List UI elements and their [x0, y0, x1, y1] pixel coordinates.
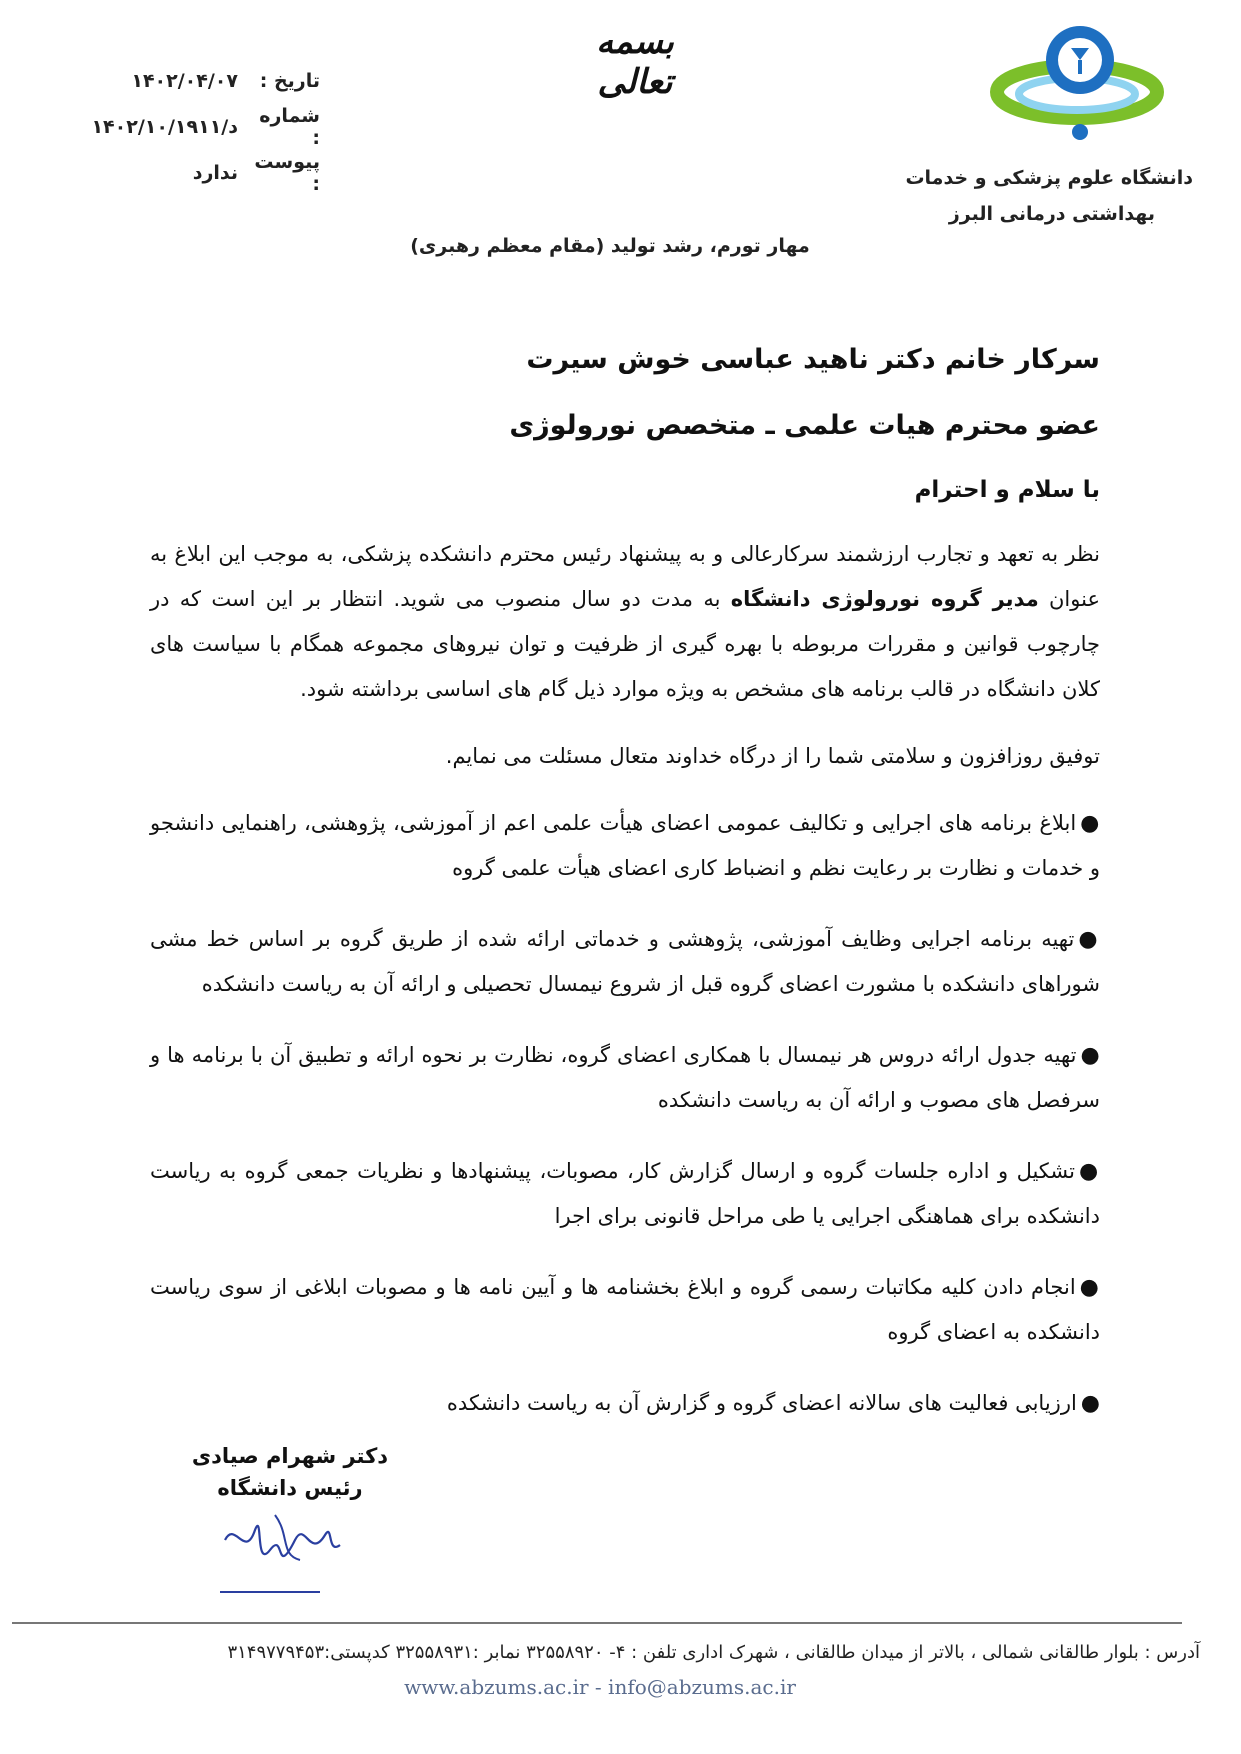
letter-meta [60, 58, 320, 196]
duty-item [150, 1033, 1100, 1123]
letter-body [150, 340, 1100, 1452]
bullet-icon: ● [1080, 1391, 1100, 1416]
footer-web-links: www.abzums.ac.ir - info@abzums.ac.ir [404, 1675, 796, 1699]
bullet-icon: ● [1080, 1043, 1100, 1068]
duty-item [150, 1149, 1100, 1239]
duty-item [150, 917, 1100, 1007]
duty-text: ابلاغ برنامه های اجرایی و تکالیف عمومی اعضای هیأت علمی اعم از آموزشی، پژوهشی، راهنمایی دانشجو و خدمات و نظارت بر رعایت نظم و انضباط کاری اعضای هیأت علمی گروه [150, 811, 1100, 880]
bullet-icon: ● [1078, 927, 1101, 952]
university-name [905, 160, 1193, 232]
bullet-icon: ● [1080, 811, 1100, 836]
recipient-title: عضو محترم هیات علمی ـ متخصص نورولوژی [509, 410, 1100, 441]
footer-address: آدرس : بلوار طالقانی شمالی ، بالاتر از میدان طالقانی ، شهرک اداری تلفن : ۴- ۳۲۵۵۸۹۲۰ نمابر :۳۲۵۵۸۹۳۱ کدپستی:۳۱۴۹۷۷۹۴۵۳ [227, 1642, 1200, 1663]
university-logo [985, 14, 1170, 152]
bullet-icon: ● [1079, 1159, 1100, 1184]
attachment-label: پیوست : [254, 151, 320, 195]
number-label: شماره : [259, 105, 320, 149]
number-row [60, 104, 320, 150]
university-name-line1: دانشگاه علوم پزشکی و خدمات [905, 167, 1193, 189]
slogan: مهار تورم، رشد تولید (مقام معظم رهبری) [410, 235, 810, 257]
bullet-icon: ● [1079, 1275, 1100, 1300]
signatory-position: رئیس دانشگاه [217, 1476, 363, 1500]
signatory-block [190, 1440, 390, 1504]
signatory-name: دکتر شهرام صیادی [191, 1444, 389, 1468]
university-name-line2: بهداشتی درمانی البرز [948, 203, 1155, 225]
bismillah-heading: بسمه تعالی [596, 22, 674, 102]
attachment-value: ندارد [192, 162, 238, 184]
footer-divider [12, 1622, 1182, 1624]
date-label: تاریخ : [259, 70, 320, 92]
number-value: ۱۴۰۲/د/۱۰/۱۹۱۱ [91, 116, 238, 138]
date-row [60, 58, 320, 104]
duty-item [150, 1381, 1100, 1426]
recipient-name: سرکار خانم دکتر ناهید عباسی خوش سیرت [526, 344, 1100, 375]
signature-image [215, 1500, 355, 1600]
duty-text: تهیه جدول ارائه دروس هر نیمسال با همکاری اعضای گروه، نظارت بر نحوه ارائه و تطبیق آن با برنامه ها و سرفصل های مصوب و ارائه آن به ریاست دانشکده [150, 1043, 1100, 1112]
intro-text-1: نظر به تعهد و تجارب ارزشمند سرکارعالی و به پیشنهاد رئیس محترم دانشکده پزشکی، به موجب این ابلاغ به عنوان [150, 542, 1100, 611]
attachment-row [60, 150, 320, 196]
intro-position: مدیر گروه نورولوژی دانشگاه [730, 587, 1039, 611]
duty-item [150, 801, 1100, 891]
date-value: ۱۴۰۲/۰۴/۰۷ [131, 70, 238, 92]
duty-text: انجام دادن کلیه مکاتبات رسمی گروه و ابلاغ بخشنامه ها و آیین نامه ها و مصوبات ابلاغی از سوی ریاست دانشکده به اعضای گروه [150, 1275, 1100, 1344]
duty-item [150, 1265, 1100, 1355]
wishes-paragraph: توفیق روزافزون و سلامتی شما را از درگاه خداوند متعال مسئلت می نمایم. [445, 744, 1100, 768]
greeting: با سلام و احترام [914, 477, 1100, 503]
intro-text-2: به مدت دو سال منصوب می شوید. انتظار بر این است که در چارچوب قوانین و مقررات مربوطه با بهره گیری از ظرفیت و توان نیروهای مجموعه همگام با سیاست های کلان دانشگاه در قالب برنامه های مشخص به ویژه موارد ذیل گام های اساسی برداشته شود. [150, 587, 1100, 701]
duty-text: ارزیابی فعالیت های سالانه اعضای گروه و گزارش آن به ریاست دانشکده [446, 1391, 1077, 1415]
intro-paragraph [150, 532, 1100, 712]
duty-text: تشکیل و اداره جلسات گروه و ارسال گزارش کار، مصوبات، پیشنهادها و نظریات جمعی گروه به ریاست دانشکده برای هماهنگی اجرایی یا طی مراحل قانونی برای اجرا [150, 1159, 1100, 1228]
duty-text: تهیه برنامه اجرایی وظایف آموزشی، پژوهشی و خدماتی ارائه شده از طریق گروه بر اساس خط مشی شوراهای دانشکده با مشورت اعضای گروه قبل از شروع نیمسال تحصیلی و ارائه آن به ریاست دانشکده [150, 927, 1100, 996]
